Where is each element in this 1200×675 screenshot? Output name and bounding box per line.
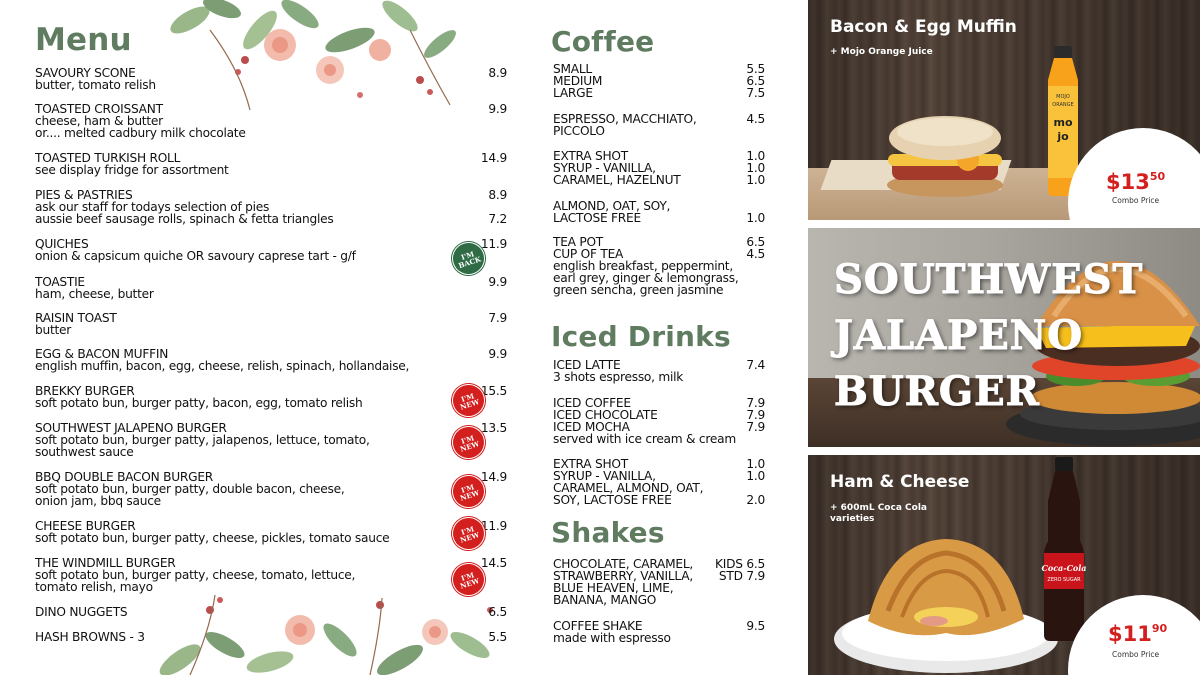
promo-title: Bacon & Egg Muffin — [830, 17, 1017, 37]
menu-item-description: cheese, ham & butter — [35, 114, 163, 128]
drink-price: 1.0 — [746, 469, 765, 483]
bottle-variant-text: ZERO SUGAR — [1047, 577, 1081, 583]
drink-name: BANANA, MANGO — [553, 593, 657, 607]
drink-name: TEA POT — [553, 235, 603, 249]
drink-name: MEDIUM — [553, 74, 603, 88]
menu-item-description: onion & capsicum quiche OR savoury caprese tart - g/f — [35, 249, 356, 263]
drink-price: 7.4 — [746, 358, 765, 372]
drink-name: ICED CHOCOLATE — [553, 408, 658, 422]
menu-item-description: see display fridge for assortment — [35, 163, 229, 177]
drink-name: ESPRESSO, MACCHIATO, — [553, 112, 697, 126]
drink-item — [553, 113, 765, 137]
croissant-plate-image — [828, 521, 1058, 675]
combo-price-caption: Combo Price — [1112, 196, 1160, 205]
menu-item-description: ask our staff for todays selection of pies — [35, 200, 270, 214]
drink-name: ICED COFFEE — [553, 396, 631, 410]
bottle-logo-bottom: jo — [1057, 130, 1069, 143]
shakes-heading: Shakes — [551, 516, 665, 549]
promo-title-line-2: JALAPENO — [834, 312, 1084, 359]
promo-southwest-burger — [808, 228, 1200, 447]
drink-name: CARAMEL, ALMOND, OAT, — [553, 481, 704, 495]
drink-description: english breakfast, peppermint, — [553, 259, 733, 273]
menu-item-name: BBQ DOUBLE BACON BURGER — [35, 470, 214, 484]
drink-price: 6.5 — [746, 235, 765, 249]
menu-item-name: BREKKY BURGER — [35, 384, 135, 398]
menu-item-description: soft potato bun, burger patty, double bacon, cheese, — [35, 482, 345, 496]
menu-item — [35, 152, 507, 176]
menu-item-name: RAISIN TOAST — [35, 311, 117, 325]
promo-subtitle: + Mojo Orange Juice — [830, 47, 933, 57]
menu-item-price: 6.5 — [488, 605, 507, 619]
combo-price: $\$11^{90}$ — [1108, 622, 1168, 646]
menu-item-description: onion jam, bbq sauce — [35, 494, 161, 508]
drink-item — [553, 458, 765, 506]
drink-name: ICED LATTE — [553, 358, 621, 372]
menu-item-price: 14.5 — [480, 556, 507, 570]
menu-item — [35, 103, 507, 139]
bottle-brand-text: Coca-Cola — [1041, 563, 1087, 573]
menu-item-description: or.... melted cadbury milk chocolate — [35, 126, 246, 140]
menu-item-price: 8.9 — [488, 66, 507, 80]
drink-price: 1.0 — [746, 211, 765, 225]
menu-item-description: soft potato bun, burger patty, jalapenos, lettuce, tomato, — [35, 433, 370, 447]
drink-price: 4.5 — [746, 247, 765, 261]
menu-item-name: TOASTIE — [35, 275, 85, 289]
drink-name: CHOCOLATE, CARAMEL, — [553, 557, 694, 571]
im-new-badge: I'M NEW — [451, 562, 485, 596]
menu-item-name: TOASTED CROISSANT — [35, 102, 163, 116]
menu-item-description: soft potato bun, burger patty, cheese, pickles, tomato sauce — [35, 531, 390, 545]
drink-name: ALMOND, OAT, SOY, — [553, 199, 671, 213]
menu-item-description: southwest sauce — [35, 445, 134, 459]
combo-price-caption: Combo Price — [1112, 650, 1160, 659]
menu-item — [35, 312, 507, 336]
im-new-badge: I'M NEW — [451, 474, 485, 508]
menu-item-price: 9.9 — [488, 102, 507, 116]
drink-price: 7.9 — [746, 408, 765, 422]
drink-name: SOY, LACTOSE FREE — [553, 493, 672, 507]
drink-name: SYRUP - VANILLA, — [553, 161, 656, 175]
menu-item-name: PIES & PASTRIES — [35, 188, 133, 202]
menu-item-description: soft potato bun, burger patty, cheese, tomato, lettuce, — [35, 568, 356, 582]
drink-name: STRAWBERRY, VANILLA, — [553, 569, 693, 583]
menu-item-description: english muffin, bacon, egg, cheese, relish, spinach, hollandaise, — [35, 359, 410, 373]
drink-price: KIDS 6.5 — [715, 557, 765, 571]
menu-item-description: soft potato bun, burger patty, bacon, egg, tomato relish — [35, 396, 363, 410]
menu-item-description: ham, cheese, butter — [35, 287, 154, 301]
menu-item-name: THE WINDMILL BURGER — [35, 556, 176, 570]
menu-item-description: butter, tomato relish — [35, 78, 156, 92]
drink-name: EXTRA SHOT — [553, 457, 628, 471]
menu-item-name: QUICHES — [35, 237, 89, 251]
combo-price: $\$13^{50}$ — [1106, 170, 1166, 194]
drink-item — [553, 558, 765, 606]
promo-title-line-1: SOUTHWEST — [834, 256, 1144, 303]
drink-price: 7.9 — [746, 420, 765, 434]
drink-name: CUP OF TEA — [553, 247, 624, 261]
menu-item-price: 9.9 — [488, 347, 507, 361]
menu-item-price: 11.9 — [480, 519, 507, 533]
menu-item — [35, 422, 507, 458]
drink-item — [553, 150, 765, 186]
drink-price: 7.5 — [746, 86, 765, 100]
menu-item-price-secondary: 7.2 — [488, 212, 507, 226]
im-new-badge: I'M NEW — [451, 383, 485, 417]
drink-item — [553, 200, 765, 224]
menu-item-price: 8.9 — [488, 188, 507, 202]
menu-item-price: 9.9 — [488, 275, 507, 289]
bottle-brand-text: MOJO — [1056, 94, 1070, 100]
drink-price: 4.5 — [746, 112, 765, 126]
drink-item — [553, 397, 765, 445]
cola-bottle-image — [1034, 457, 1094, 641]
drink-name: LACTOSE FREE — [553, 211, 641, 225]
menu-item — [35, 606, 507, 618]
menu-item-description: aussie beef sausage rolls, spinach & fetta triangles — [35, 212, 334, 226]
floral-decoration-top — [150, 0, 480, 120]
muffin-image — [880, 110, 1010, 200]
drink-price: 6.5 — [746, 74, 765, 88]
drink-price: 9.5 — [746, 619, 765, 633]
menu-item-price: 14.9 — [480, 151, 507, 165]
drink-price: 2.0 — [746, 493, 765, 507]
menu-item-description: tomato relish, mayo — [35, 580, 153, 594]
im-new-badge: I'M NEW — [451, 425, 485, 459]
menu-item-name: TOASTED TURKISH ROLL — [35, 151, 181, 165]
menu-item — [35, 631, 507, 643]
drink-item — [553, 63, 765, 99]
bottle-flavour-text: ORANGE — [1052, 102, 1074, 108]
promo-title: Ham & Cheese — [830, 472, 970, 492]
menu-item-description: butter — [35, 323, 72, 337]
drink-name: ICED MOCHA — [553, 420, 630, 434]
drink-name: COFFEE SHAKE — [553, 619, 643, 633]
menu-item-price: 13.5 — [480, 421, 507, 435]
drink-name: LARGE — [553, 86, 593, 100]
menu-item-price: 7.9 — [488, 311, 507, 325]
menu-item — [35, 238, 507, 262]
menu-heading: Menu — [35, 22, 132, 58]
drink-item — [553, 236, 765, 296]
menu-item — [35, 189, 507, 225]
drink-name: PICCOLO — [553, 124, 605, 138]
drink-description: earl grey, ginger & lemongrass, — [553, 271, 739, 285]
menu-item-name: HASH BROWNS - 3 — [35, 630, 145, 644]
im-new-badge: I'M NEW — [451, 516, 485, 550]
menu-item — [35, 276, 507, 300]
im-back-badge: I'M BACK — [451, 241, 485, 275]
promo-subtitle-line-1: + 600mL Coca Cola — [830, 503, 927, 513]
menu-item-price: 11.9 — [480, 237, 507, 251]
menu-item-name: SAVOURY SCONE — [35, 66, 136, 80]
drink-description: made with espresso — [553, 631, 671, 645]
drink-price: 1.0 — [746, 173, 765, 187]
menu-item — [35, 348, 507, 372]
combo-price-cents: 90 — [1151, 622, 1168, 635]
bottle-logo-top: mo — [1053, 116, 1073, 129]
drink-price: 5.5 — [746, 62, 765, 76]
drink-price: 1.0 — [746, 161, 765, 175]
menu-item — [35, 471, 507, 507]
drink-name: BLUE HEAVEN, LIME, — [553, 581, 674, 595]
menu-item-name: DINO NUGGETS — [35, 605, 128, 619]
menu-item-price: 5.5 — [488, 630, 507, 644]
promo-subtitle-line-2: varieties — [830, 514, 875, 524]
drink-name: SYRUP - VANILLA, — [553, 469, 656, 483]
menu-item-price: 14.9 — [480, 470, 507, 484]
drink-name: CARAMEL, HAZELNUT — [553, 173, 681, 187]
menu-item — [35, 67, 507, 91]
menu-item-name: CHEESE BURGER — [35, 519, 136, 533]
promo-title-line-3: BURGER — [834, 368, 1040, 415]
drink-price: 7.9 — [746, 396, 765, 410]
drink-price: STD 7.9 — [718, 569, 765, 583]
drink-description: green sencha, green jasmine — [553, 283, 724, 297]
menu-item — [35, 520, 507, 544]
menu-item — [35, 385, 507, 409]
drink-description: 3 shots espresso, milk — [553, 370, 684, 384]
promo-ham-cheese — [808, 455, 1200, 675]
drink-name: EXTRA SHOT — [553, 149, 628, 163]
menu-item — [35, 557, 507, 593]
menu-item-price: 15.5 — [480, 384, 507, 398]
menu-item-name: SOUTHWEST JALAPENO BURGER — [35, 421, 227, 435]
drink-description: served with ice cream & cream — [553, 432, 736, 446]
drink-item — [553, 359, 765, 383]
promo-bacon-egg-muffin — [808, 0, 1200, 220]
iced-drinks-heading: Iced Drinks — [551, 320, 731, 353]
coffee-heading: Coffee — [551, 25, 655, 58]
drink-price: 1.0 — [746, 457, 765, 471]
drink-name: SMALL — [553, 62, 592, 76]
drink-price: 1.0 — [746, 149, 765, 163]
combo-price-cents: 50 — [1149, 170, 1166, 183]
drink-item — [553, 620, 765, 644]
menu-item-name: EGG & BACON MUFFIN — [35, 347, 169, 361]
